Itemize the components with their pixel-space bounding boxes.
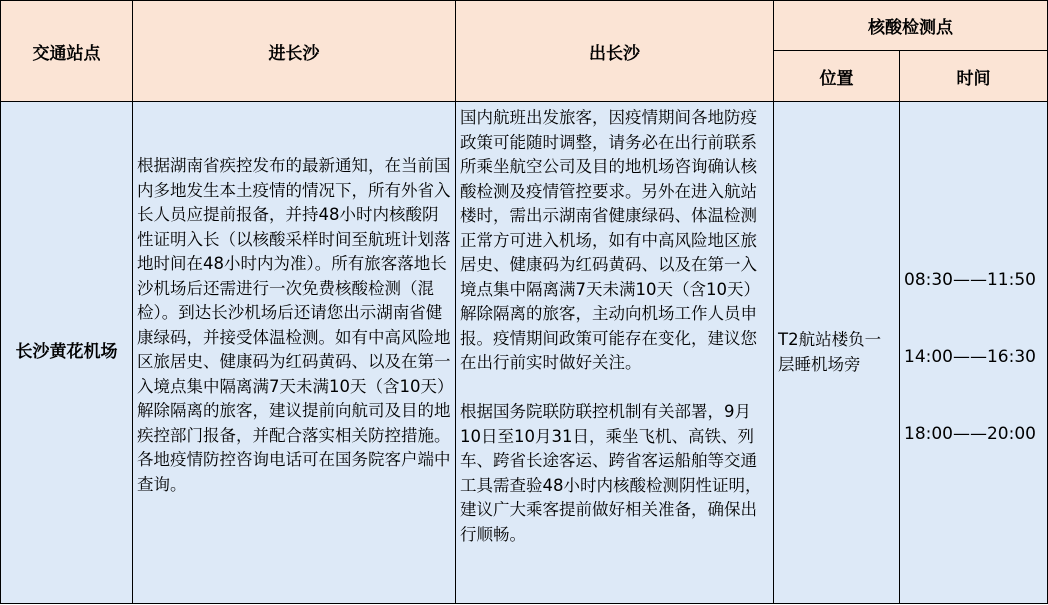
header-exit-changsha: 出长沙: [456, 1, 774, 102]
header-station: 交通站点: [1, 1, 133, 102]
station-name: 长沙黄花机场: [1, 102, 133, 604]
header-time: 时间: [900, 51, 1048, 102]
exit-changsha-text-2: 根据国务院联防联控机制有关部署，9月10日至10月31日，乘坐飞机、高铁、列车、跨省长途客运、跨省客运船舶等交通工具需查验48小时内核酸检测阴性证明，建议广大乘客提前做好相关准备，确保出行顺畅。: [460, 402, 762, 544]
exit-changsha-text-1: 国内航班出发旅客，因疫情期间各地防疫政策可能随时调整，请务必在出行前联系所乘坐航空公司及目的地机场咨询确认核酸检测及疫情管控要求。另外在进入航站楼时，需出示湖南省健康绿码、体温检测正常方可进入机场，如有中高风险地区旅居史、健康码为红码黄码、以及在第一入境点集中隔离满7天未满10天（含10天）解除隔离的旅客，主动向机场工作人员申报。疫情期间政策可能存在变化，建议您在出行前实时做好关注。: [460, 108, 760, 372]
enter-changsha-cell: [133, 102, 456, 604]
header-enter-changsha: 进长沙: [133, 1, 456, 102]
exit-changsha-cell: [456, 102, 774, 604]
header-location: 位置: [774, 51, 900, 102]
time-slot-3: 18:00——20:00: [904, 424, 1036, 444]
header-test-point: 核酸检测点: [774, 1, 1048, 51]
test-location: T2航站楼负一层睡机场旁: [774, 102, 900, 604]
time-slot-2: 14:00——16:30: [904, 347, 1036, 367]
enter-changsha-text: 根据湖南省疾控发布的最新通知，在当前国内多地发生本土疫情的情况下，所有外省入长人员应提前报备，并持48小时内核酸阴性证明入长（以核酸采样时间至航班计划落地时间在48小时内为准）。所有旅客落地长沙机场后还需进行一次免费核酸检测（混检）。到达长沙机场后还请您出示湖南省健康绿码，并接受体温检测。如有中高风险地区旅居史、健康码为红码黄码、以及在第一入境点集中隔离满7天未满10天（含10天）解除隔离的旅客，建议提前向航司及目的地疾控部门报备，并配合落实相关防控措施。各地疫情防控咨询电话可在国务院客户端中查询。: [137, 156, 451, 494]
test-times-cell: [900, 102, 1048, 604]
time-slot-1: 08:30——11:50: [904, 270, 1036, 290]
